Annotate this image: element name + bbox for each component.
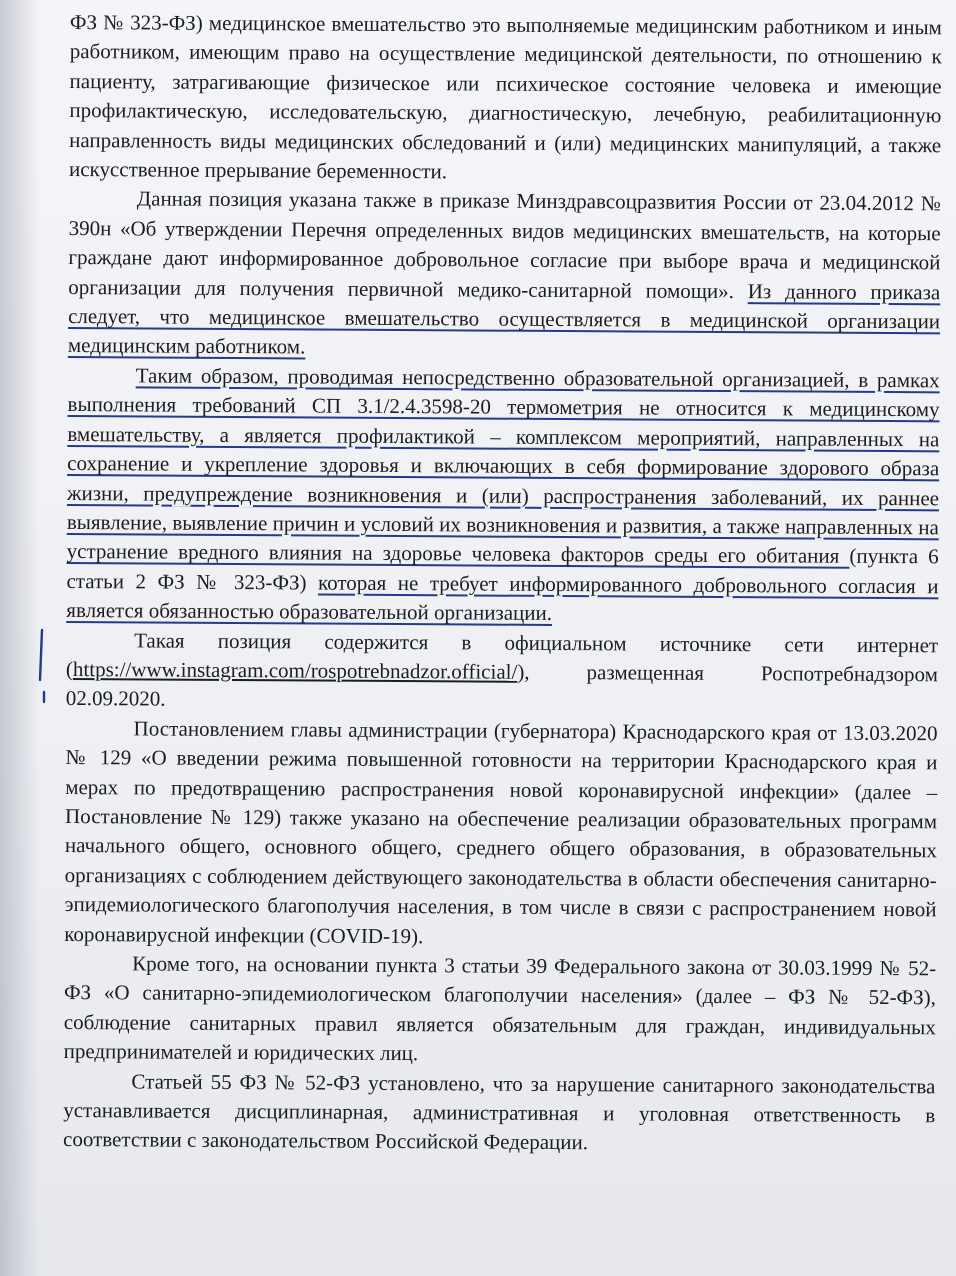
official-source-date-text: ), размещенная Роспотребнадзором 02.09.2020.	[65, 659, 939, 711]
document-text	[63, 8, 942, 1160]
ministry-order-text: Данная позиция указана также в приказе Минздравсоцразвития России от 23.04.2012 № 390н «Об утверждении Перечня определенных видов медицинских вмешательств, на которые граждане дают информированное добровольное согласие при выборе врача и медицинской организации для получения первичной медико-санитарной помощи».	[68, 186, 941, 303]
pen-stroke-vertical	[40, 630, 42, 680]
official-source-text: Такая позиция содержится в официальном источнике сети интернет (	[65, 627, 939, 681]
paragraph-governor-resolution: Постановлением главы администрации (губернатора) Краснодарского края от 13.03.2020 № 129 «О введении режима повышенной готовности на территории Краснодарского края и мерах по предотвращению распространения новой коронавирусной инфекции» (далее – Постановление № 129) также указано на обеспечение реализации образовательных программ начального общего, основного общего, среднего общего образования, в образовательных организациях с соблюдением действующего законодательства в области обеспечения санитарно-эпидемиологического благополучия населения, в том числе в связи с распространением новой коронавирусной инфекции (COVID-19).	[64, 716, 938, 948]
page-shadow	[0, 0, 40, 1276]
paragraph-federal-law-52: Кроме того, на основании пункта 3 статьи 39 Федерального закона от 30.03.1999 № 52-ФЗ «О санитарно-эпидемиологическом благополучии населения» (далее – ФЗ № 52-ФЗ), соблюдение санитарных правил является обязательным для граждан, индивидуальных предпринимателей и юридических лиц.	[63, 951, 937, 1066]
paragraph-thermometry-prevention	[66, 361, 940, 631]
instagram-link: https://www.instagram.com/rospotrebnadzor.official/	[72, 656, 518, 684]
paragraph-official-source	[66, 626, 939, 720]
paragraph-medical-intervention-definition: ФЗ № 323-ФЗ) медицинское вмешательство это выполняемые медицинским работником и иным работником, имеющим право на осуществление медицинской деятельности, по отношению к пациенту, затрагивающие физическое или психическое состояние человека и имеющие профилактическую, исследовательскую, диагностическую, лечебную, реабилитационную направленность виды медицинских обследований и (или) медицинских манипуляций, а также искусственное прерывание беременности.	[68, 9, 942, 184]
underlined-consent-text: которая не требует информированного добровольного согласия и является обязанностью образовательной организации.	[66, 570, 939, 626]
underlined-thermometry-text: Таким образом, проводимая непосредственно образовательной организацией, в рамках выполнения требований СП 3.1/2.4.3598-20 термометрия не относится к медицинскому вмешательству, а является профилактикой – комплексом мероприятий, направленных на сохранение и укрепление здоровья и включающих в себя формирование здорового образа жизни, предупреждение возникновения и (или) распространения заболеваний, их раннее выявление, выявление причин и условий их возникновения и развития, а также направленных на устранение вредного влияния на здоровье человека факторов среды его обитания	[66, 363, 940, 569]
law-reference-text: (пункта 6 статьи 2 ФЗ № 323-ФЗ)	[66, 544, 939, 595]
paragraph-liability: Статьей 55 ФЗ № 52-ФЗ установлено, что за нарушение санитарного законодательства устанавливается дисциплинарная, административная и уголовная ответственность в соответствии с законодательством Российской Федерации.	[63, 1069, 936, 1155]
underlined-order-conclusion: Из данного приказа следует, что медицинское вмешательство осуществляется в медицинской организации медицинским работником.	[67, 278, 941, 359]
paragraph-ministry-order	[68, 184, 941, 366]
